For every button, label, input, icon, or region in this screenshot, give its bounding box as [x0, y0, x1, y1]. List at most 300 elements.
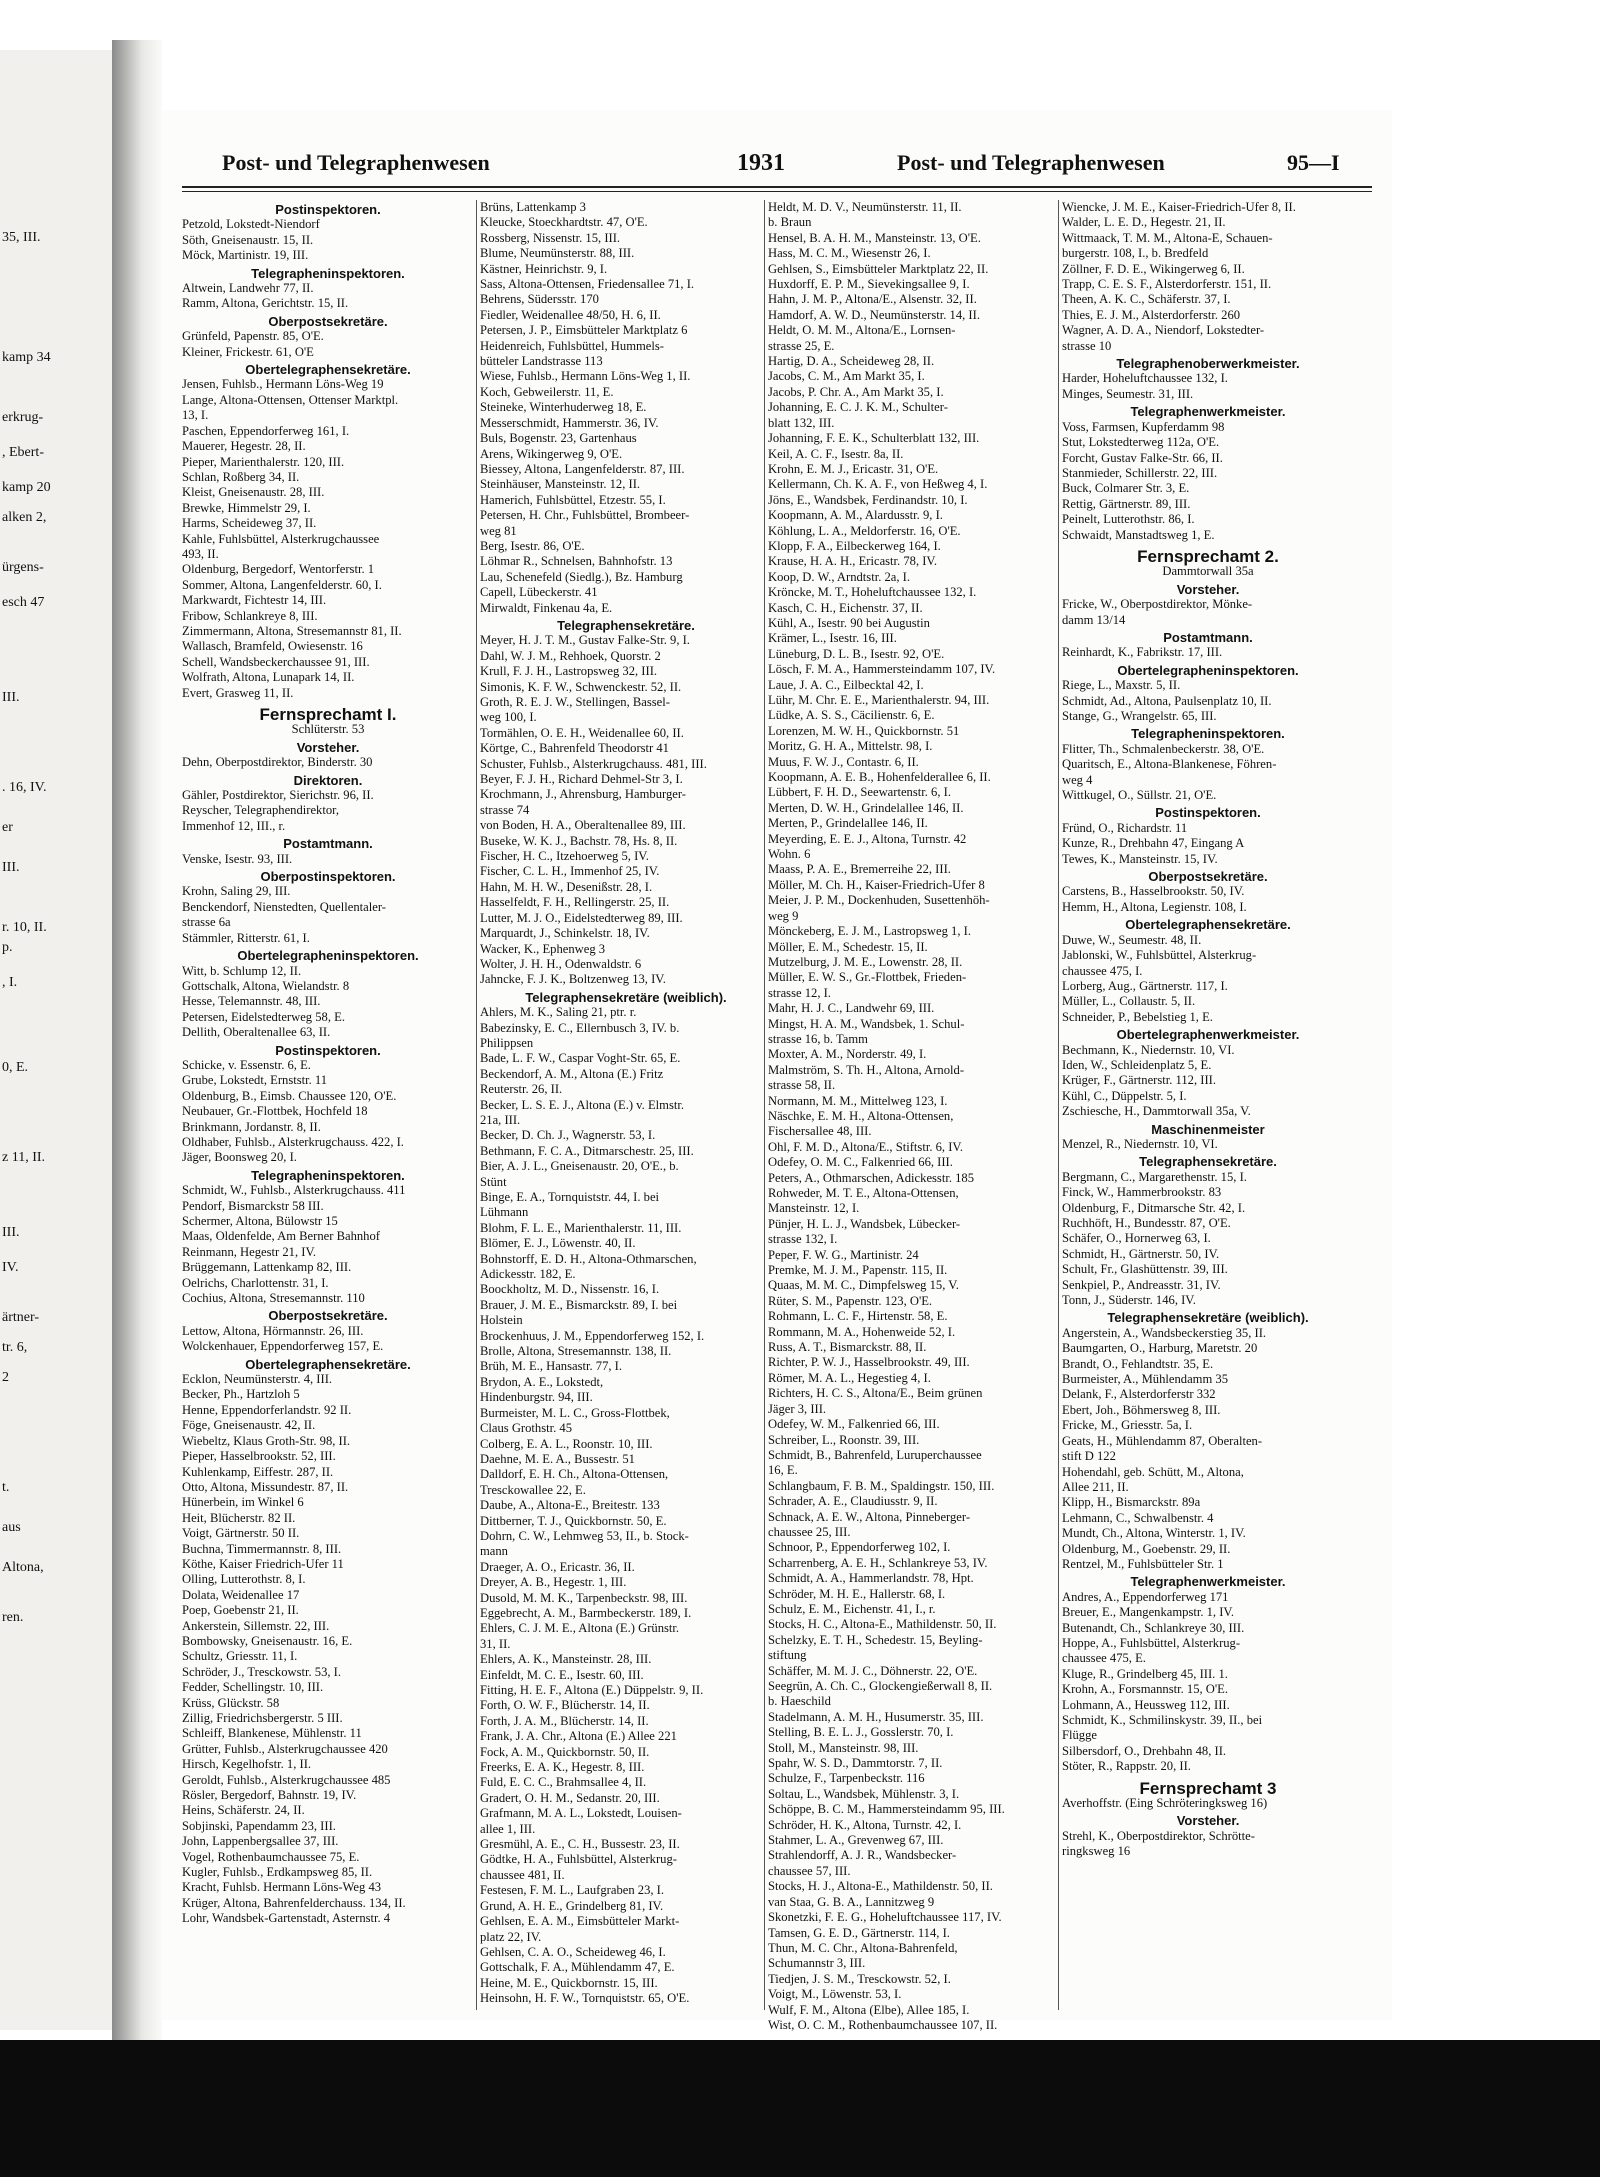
directory-entry: Thun, M. C. Chr., Altona-Bahrenfeld, [768, 1940, 958, 1955]
directory-entry: Schmidt, A. A., Hammerlandstr. 78, Hpt. [768, 1571, 974, 1586]
directory-entry: Stocks, H. C., Altona-E., Mathildenstr. 50, II. [768, 1617, 997, 1632]
directory-entry: weg 100, I. [480, 710, 537, 725]
directory-entry: Lohmann, A., Heussweg 112, III. [1062, 1697, 1230, 1712]
directory-entry: Simonis, K. F. W., Schwenckestr. 52, II. [480, 679, 682, 694]
directory-entry: Bade, L. F. W., Caspar Voght-Str. 65, E. [480, 1051, 681, 1066]
directory-entry: Klipp, H., Bismarckstr. 89a [1062, 1495, 1201, 1510]
directory-entry: Peters, A., Othmarschen, Adickesstr. 185 [768, 1170, 975, 1185]
directory-entry: Mingst, H. A. M., Wandsbek, 1. Schul- [768, 1016, 965, 1031]
directory-entry: Heldt, O. M. M., Altona/E., Lornsen- [768, 323, 956, 338]
directory-entry: John, Lappenbergsallee 37, III. [182, 1834, 339, 1849]
directory-entry: Trapp, C. E. S. F., Alsterdorferstr. 151, II. [1062, 277, 1272, 292]
directory-entry: Voigt, M., Löwenstr. 53, I. [768, 1987, 902, 2002]
directory-entry: strasse 16, b. Tamm [768, 1031, 868, 1046]
directory-entry: Behrens, Südersstr. 170 [480, 292, 599, 307]
directory-entry: Eggebrecht, A. M., Barmbeckerstr. 189, I. [480, 1605, 692, 1620]
directory-entry: Schneider, P., Bebelstieg 1, E. [1062, 1009, 1213, 1024]
directory-entry: Venske, Isestr. 93, III. [182, 851, 293, 866]
column-1 [182, 200, 474, 2020]
directory-entry: Mönckeberg, E. J. M., Lastropsweg 1, I. [768, 924, 971, 939]
directory-entry: Freerks, E. A. K., Hegestr. 8, III. [480, 1760, 645, 1775]
directory-entry: Odefey, W. M., Falkenried 66, III. [768, 1417, 940, 1432]
directory-entry: Schulze, F., Tarpenbeckstr. 116 [768, 1771, 925, 1786]
directory-entry: Grube, Lokstedt, Ernststr. 11 [182, 1073, 328, 1088]
directory-entry: Wallasch, Bramfeld, Owiesenstr. 16 [182, 639, 363, 654]
office-address: Dammtorwall 35a [1162, 564, 1254, 579]
directory-entry: Tresckowallee 22, E. [480, 1482, 586, 1497]
directory-entry: Poep, Goebenstr 21, II. [182, 1603, 299, 1618]
directory-entry: Philippsen [480, 1035, 534, 1050]
section-heading: Postamtmann. [1163, 629, 1253, 645]
directory-entry: Dehn, Oberpostdirektor, Binderstr. 30 [182, 755, 373, 770]
directory-entry: Klopp, F. A., Eilbeckerweg 164, I. [768, 538, 941, 553]
directory-entry: Spahr, W. S. D., Dammtorstr. 7, II. [768, 1756, 943, 1771]
directory-entry: Ankerstein, Sillemstr. 22, III. [182, 1618, 330, 1633]
directory-entry: Stelling, B. E. L. J., Gosslerstr. 70, I. [768, 1725, 954, 1740]
directory-entry: Harms, Scheideweg 37, II. [182, 516, 317, 531]
column-4 [1062, 200, 1354, 2020]
directory-entry: Petersen, Eidelstedterweg 58, E. [182, 1009, 345, 1024]
directory-entry: Schumannstr 3, III. [768, 1956, 866, 1971]
section-heading: Obertelegrapheninspektoren. [1117, 662, 1299, 678]
directory-entry: Silbersdorf, O., Drehbahn 48, II. [1062, 1743, 1227, 1758]
directory-entry: Buseke, W. K. J., Bachstr. 78, Hs. 8, II. [480, 833, 678, 848]
directory-entry: Brüns, Lattenkamp 3 [480, 200, 586, 214]
directory-entry: Köthe, Kaiser Friedrich-Ufer 11 [182, 1556, 344, 1571]
directory-entry: Schell, Wandsbeckerchaussee 91, III. [182, 654, 370, 669]
directory-entry: Tamsen, G. E. D., Gärtnerstr. 114, I. [768, 1925, 950, 1940]
directory-entry: Stadelmann, A. M. H., Husumerstr. 35, III. [768, 1709, 984, 1724]
directory-entry: Soltau, L., Wandsbek, Mühlenstr. 3, I. [768, 1786, 960, 1801]
directory-entry: Merten, P., Grindelallee 146, II. [768, 816, 928, 831]
directory-entry: Brandt, O., Fehlandtstr. 35, E. [1062, 1356, 1214, 1371]
directory-entry: chaussee 25, III. [768, 1524, 851, 1539]
directory-entry: Hass, M. C. M., Wiesenstr 26, I. [768, 246, 931, 261]
directory-entry: Flügge [1062, 1728, 1097, 1743]
directory-entry: Schöppe, B. C. M., Hammersteindamm 95, III. [768, 1802, 1005, 1817]
directory-entry: Rommann, M. A., Hohenweide 52, I. [768, 1324, 956, 1339]
directory-entry: Bechmann, K., Niedernstr. 10, VI. [1062, 1042, 1235, 1057]
directory-entry: Mutzelburg, J. M. E., Lowenstr. 28, II. [768, 954, 963, 969]
directory-entry: Brolle, Altona, Stresemannstr. 138, II. [480, 1344, 672, 1359]
directory-entry: Fischer, H. C., Itzehoerweg 5, IV. [480, 849, 649, 864]
directory-entry: Tewes, K., Mansteinstr. 15, IV. [1062, 851, 1218, 866]
directory-entry: Brockenhuus, J. M., Eppendorferweg 152, I. [480, 1328, 705, 1343]
directory-entry: Kuhlenkamp, Eiffestr. 287, II. [182, 1464, 334, 1479]
directory-entry: Brüggemann, Lattenkamp 82, III. [182, 1260, 352, 1275]
directory-entry: Krohn, A., Forsmannstr. 15, O'E. [1062, 1682, 1228, 1697]
directory-entry: Wulf, F. M., Altona (Elbe), Allee 185, I. [768, 2002, 970, 2017]
directory-entry: Wolfrath, Altona, Lunapark 14, II. [182, 670, 355, 685]
directory-entry: Neubauer, Gr.-Flottbek, Hochfeld 18 [182, 1104, 368, 1119]
directory-entry: Richters, H. C. S., Altona/E., Beim grünen [768, 1386, 983, 1401]
previous-page-fragment: ürgens- [2, 560, 44, 575]
directory-entry: Skonetzki, F. E. G., Hoheluftchaussee 117, IV. [768, 1910, 1002, 1925]
directory-entry: Gottschalk, F. A., Mühlendamm 47, E. [480, 1960, 675, 1975]
previous-page-fragment: r. 10, II. [2, 920, 47, 935]
directory-entry: Krochmann, J., Ahrensburg, Hamburger- [480, 787, 686, 802]
directory-entry: Koch, Gebweilerstr. 11, E. [480, 384, 614, 399]
directory-entry: Otto, Altona, Missundestr. 87, II. [182, 1479, 349, 1494]
directory-entry: chaussee 475, I. [1062, 963, 1143, 978]
directory-entry: Kühl, C., Düppelstr. 5, I. [1062, 1088, 1187, 1103]
directory-entry: Immenhof 12, III., r. [182, 818, 286, 833]
directory-entry: Stocks, H. J., Altona-E., Mathildenstr. 50, II. [768, 1879, 993, 1894]
directory-entry: Daube, A., Altona-E., Breitestr. 133 [480, 1498, 660, 1513]
directory-entry: Capell, Lübeckerstr. 41 [480, 585, 598, 600]
directory-entry: Meyerding, E. E. J., Altona, Turnstr. 42 [768, 831, 967, 846]
directory-entry: Wiese, Fuhlsb., Hermann Löns-Weg 1, II. [480, 369, 691, 384]
directory-entry: Johanning, F. E. K., Schulterblatt 132, III. [768, 431, 980, 446]
directory-entry: Boockholtz, M. D., Nissenstr. 16, I. [480, 1282, 660, 1297]
directory-entry: Wohn. 6 [768, 847, 811, 862]
directory-entry: Heine, M. E., Quickbornstr. 15, III. [480, 1975, 658, 1990]
directory-entry: chaussee 481, II. [480, 1867, 565, 1882]
directory-entry: Pieper, Hasselbrookstr. 52, III. [182, 1449, 336, 1464]
directory-entry: Fricke, M., Griesstr. 5a, I. [1062, 1418, 1193, 1433]
column-3 [768, 200, 1060, 2032]
directory-entry: Krull, F. J. H., Lastropsweg 32, III. [480, 664, 658, 679]
previous-page-fragment: . 16, IV. [2, 780, 47, 795]
directory-entry: Seegrün, A. Ch. C., Glockengießerwall 8, II. [768, 1679, 993, 1693]
directory-entry: Tormählen, O. E. H., Weidenallee 60, II. [480, 725, 684, 740]
previous-page-fragment: 0, E. [2, 1060, 29, 1075]
directory-entry: Lehmann, C., Schwalbenstr. 4 [1062, 1510, 1214, 1525]
directory-entry: Beyer, F. J. H., Richard Dehmel-Str 3, I. [480, 772, 683, 787]
directory-entry: Huxdorff, E. P. M., Sievekingsallee 9, I. [768, 277, 970, 292]
directory-entry: Söth, Gneisenaustr. 15, II. [182, 232, 314, 247]
directory-entry: Buls, Bogenstr. 23, Gartenhaus [480, 431, 637, 446]
directory-entry: Fründ, O., Richardstr. 11 [1062, 820, 1188, 835]
directory-entry: Wagner, A. D. A., Niendorf, Lokstedter- [1062, 323, 1265, 338]
directory-entry: Kunze, R., Drehbahn 47, Eingang A [1062, 836, 1245, 851]
directory-entry: Meier, J. P. M., Dockenhuden, Susettenhöh- [768, 893, 990, 908]
directory-entry: Wittkugel, O., Süllstr. 21, O'E. [1062, 788, 1217, 803]
directory-entry: Kasch, C. H., Eichenstr. 37, II. [768, 600, 923, 615]
directory-entry: Marquardt, J., Schinkelstr. 18, IV. [480, 926, 650, 941]
directory-entry: Zimmermann, Altona, Stresemannstr 81, II. [182, 623, 402, 638]
directory-entry: Peper, F. W. G., Martinistr. 24 [768, 1247, 919, 1262]
directory-entry: Heldt, M. D. V., Neumünsterstr. 11, II. [768, 200, 962, 214]
directory-entry: Steineke, Winterhuderweg 18, E. [480, 400, 647, 415]
directory-entry: Theen, A. K. C., Schäferstr. 37, I. [1062, 292, 1231, 307]
directory-entry: Schröder, M. H. E., Hallerstr. 68, I. [768, 1586, 946, 1601]
directory-entry: bütteler Landstrasse 113 [480, 354, 603, 369]
header-rule [182, 186, 1372, 192]
directory-entry: Dusold, M. M. K., Tarpenbeckstr. 98, III. [480, 1590, 688, 1605]
directory-entry: Altwein, Landwehr 77, II. [182, 281, 314, 296]
directory-entry: Fricke, W., Oberpostdirektor, Mönke- [1062, 597, 1253, 612]
directory-entry: Hünerbein, im Winkel 6 [182, 1495, 304, 1510]
directory-entry: Riege, L., Maxstr. 5, II. [1062, 678, 1181, 693]
directory-entry: Strahlendorff, A. J. R., Wandsbecker- [768, 1848, 957, 1863]
directory-entry: Pieper, Marienthalerstr. 120, III. [182, 454, 345, 469]
directory-entry: Schmidt, W., Fuhlsb., Alsterkrugchauss. 411 [182, 1183, 406, 1198]
directory-entry: Angerstein, A., Wandsbeckerstieg 35, II. [1062, 1325, 1267, 1340]
directory-entry: allee 1, III. [480, 1821, 536, 1836]
directory-entry: Gottschalk, Altona, Wielandstr. 8 [182, 978, 350, 993]
column-2 [480, 200, 772, 2020]
directory-entry: Kleiner, Frickestr. 61, O'E [182, 344, 314, 359]
office-address: Schlüterstr. 53 [291, 722, 365, 737]
directory-entry: Evert, Grasweg 11, II. [182, 685, 294, 700]
directory-entry: Schäffer, M. M. J. C., Döhnerstr. 22, O'E. [768, 1663, 978, 1678]
directory-entry: Hamerich, Fuhlsbüttel, Etzestr. 55, I. [480, 492, 666, 507]
directory-entry: Markwardt, Fichtestr 14, III. [182, 593, 327, 608]
directory-entry: Claus Grothstr. 45 [480, 1421, 573, 1436]
directory-entry: Dellith, Oberaltenallee 63, II. [182, 1025, 331, 1040]
directory-entry: Oldenburg, M., Goebenstr. 29, II. [1062, 1541, 1231, 1556]
directory-entry: Jäger, Boonsweg 20, I. [182, 1150, 297, 1165]
directory-entry: Ohl, F. M. D., Altona/E., Stiftstr. 6, IV. [768, 1139, 964, 1154]
directory-entry: Jablonski, W., Fuhlsbüttel, Alsterkrug- [1062, 948, 1257, 963]
directory-entry: Kugler, Fuhlsb., Erdkampsweg 85, II. [182, 1865, 373, 1880]
directory-entry: Krohn, Saling 29, III. [182, 884, 291, 899]
directory-entry: Daehne, M. E. A., Bussestr. 51 [480, 1451, 635, 1466]
directory-entry: Oldenburg, F., Ditmarsche Str. 42, I. [1062, 1200, 1246, 1215]
directory-entry: Hirsch, Kegelhofstr. 1, II. [182, 1757, 312, 1772]
directory-entry: Lüdke, A. S. S., Cäcilienstr. 6, E. [768, 708, 935, 723]
directory-entry: Jöns, E., Wandsbek, Ferdinandstr. 10, I. [768, 492, 968, 507]
directory-entry: Schnack, A. E. W., Altona, Pinneberger- [768, 1509, 971, 1524]
directory-entry: Fuld, E. C. C., Brahmsallee 4, II. [480, 1775, 647, 1790]
directory-entry: 16, E. [768, 1463, 798, 1478]
directory-entry: Hartig, D. A., Scheideweg 28, II. [768, 354, 935, 369]
directory-entry: Laue, J. A. C., Eilbecktal 42, I. [768, 677, 924, 692]
directory-entry: Groth, R. E. J. W., Stellingen, Bassel- [480, 695, 670, 709]
directory-entry: Johanning, E. C. J. K. M., Schulter- [768, 400, 948, 415]
directory-entry: Hindenburgstr. 94, III. [480, 1390, 593, 1405]
directory-entry: Pendorf, Bismarckstr 58 III. [182, 1198, 324, 1213]
directory-entry: Petersen, J. P., Eimsbütteler Marktplatz 6 [480, 323, 688, 338]
directory-entry: Sobjinski, Papendamm 23, III. [182, 1818, 336, 1833]
directory-entry: weg 9 [768, 908, 799, 923]
directory-entry: Jensen, Fuhlsb., Hermann Löns-Weg 19 [182, 377, 384, 392]
directory-entry: Draeger, A. O., Ericastr. 36, II. [480, 1559, 635, 1574]
directory-entry: Fribow, Schlankreye 8, III. [182, 608, 318, 623]
header-page-number: 95—I [1287, 150, 1340, 175]
directory-entry: Baumgarten, O., Harburg, Maretstr. 20 [1062, 1341, 1258, 1356]
directory-entry: Voigt, Gärtnerstr. 50 II. [182, 1526, 300, 1541]
directory-entry: Forcht, Gustav Falke-Str. 66, II. [1062, 450, 1223, 465]
directory-entry: platz 22, IV. [480, 1929, 542, 1944]
directory-entry: Gradert, O. H. M., Sedanstr. 20, III. [480, 1790, 660, 1805]
directory-entry: Schäfer, O., Hornerweg 63, I. [1062, 1231, 1211, 1246]
directory-entry: Fischer, C. L. H., Immenhof 25, IV. [480, 864, 660, 879]
directory-entry: Dohrn, C. W., Lehmweg 53, II., b. Stock- [480, 1528, 689, 1543]
directory-entry: Berg, Isestr. 86, O'E. [480, 538, 585, 553]
previous-page-fragment: z 11, II. [2, 1150, 46, 1165]
directory-entry: Lorenzen, M. W. H., Quickbornstr. 51 [768, 723, 960, 738]
directory-entry: Dahl, W. J. M., Rehhoek, Quorstr. 2 [480, 648, 661, 663]
directory-entry: Reinmann, Hegestr 21, IV. [182, 1244, 317, 1259]
section-heading: Telegrapheninspektoren. [251, 265, 405, 281]
directory-entry: Jacobs, C. M., Am Markt 35, I. [768, 369, 925, 384]
directory-entry: Schnoor, P., Eppendorferweg 102, I. [768, 1540, 951, 1555]
directory-entry: Brauer, J. M. E., Bismarckstr. 89, I. bei [480, 1297, 678, 1312]
directory-entry: Mundt, Ch., Altona, Winterstr. 1, IV. [1062, 1526, 1246, 1541]
directory-entry: Gresmühl, A. E., C. H., Bussestr. 23, II. [480, 1837, 680, 1852]
directory-entry: Grütter, Fuhlsb., Alsterkrugchaussee 420 [182, 1741, 388, 1756]
directory-entry: Peinelt, Lutterothstr. 86, I. [1062, 512, 1195, 527]
directory-entry: strasse 25, E. [768, 338, 835, 353]
directory-entry: Normann, M. M., Mittelweg 123, I. [768, 1093, 948, 1108]
directory-entry: Voss, Farmsen, Kupferdamm 98 [1062, 419, 1225, 434]
book-spine [112, 40, 162, 2040]
section-heading: Telegraphenoberwerkmeister. [1116, 356, 1300, 372]
previous-page-fragment: III. [2, 690, 20, 705]
directory-entry: Sass, Altona-Ottensen, Friedensallee 71, I. [480, 277, 695, 292]
directory-entry: Grünfeld, Papenstr. 85, O'E. [182, 329, 324, 344]
section-heading: Direktoren. [293, 772, 363, 788]
directory-entry: Lutter, M. J. O., Eidelstedterweg 89, III. [480, 910, 683, 925]
directory-entry: Petersen, H. Chr., Fuhlsbüttel, Brombeer- [480, 508, 690, 523]
directory-entry: Föge, Gneisenaustr. 42, II. [182, 1418, 316, 1433]
directory-entry: Ramm, Altona, Gerichtstr. 15, II. [182, 296, 349, 311]
directory-entry: 493, II. [182, 546, 219, 561]
directory-entry: damm 13/14 [1062, 612, 1126, 627]
directory-entry: Mirwaldt, Finkenau 4a, E. [480, 600, 613, 615]
directory-entry: Heinsohn, H. F. W., Tornquiststr. 65, O'E. [480, 1991, 690, 2006]
directory-entry: Koop, D. W., Arndtstr. 2a, I. [768, 569, 911, 584]
directory-entry: strasse 12, I. [768, 985, 831, 1000]
directory-entry: Adickesstr. 182, E. [480, 1267, 576, 1282]
previous-page-fragment: III. [2, 860, 20, 875]
directory-entry: Schröder, J., Tresckowstr. 53, I. [182, 1664, 342, 1679]
directory-entry: blatt 132, III. [768, 415, 835, 430]
directory-entry: 13, I. [182, 408, 209, 423]
directory-entry: Schelzky, E. T. H., Schedestr. 15, Beyling- [768, 1632, 983, 1647]
directory-entry: strasse 10 [1062, 338, 1112, 353]
directory-entry: Schlangbaum, F. B. M., Spaldingstr. 150, III. [768, 1478, 995, 1493]
directory-entry: Festesen, F. M. L., Laufgraben 23, I. [480, 1883, 665, 1898]
previous-page-fragment: esch 47 [2, 595, 45, 610]
directory-entry: Schicke, v. Essenstr. 6, E. [182, 1057, 311, 1072]
directory-entry: Schlan, Roßberg 34, II. [182, 469, 300, 484]
directory-entry: Kästner, Heinrichstr. 9, I. [480, 261, 608, 276]
directory-entry: Einfeldt, M. C. E., Isestr. 60, III. [480, 1667, 644, 1682]
directory-entry: Rüter, S. M., Papenstr. 123, O'E. [768, 1293, 933, 1308]
directory-entry: Grund, A. H. E., Grindelberg 81, IV. [480, 1898, 664, 1913]
directory-entry: Schmidt, Ad., Altona, Paulsenplatz 10, II. [1062, 693, 1272, 708]
section-heading: Obertelegraphensekretäre. [245, 1356, 411, 1372]
previous-page-fragment: ren. [2, 1610, 24, 1625]
directory-entry: Lösch, F. M. A., Hammersteindamm 107, IV. [768, 662, 996, 677]
scan-border [0, 2040, 1600, 2177]
column-divider [476, 200, 477, 2010]
directory-entry: Stahmer, L. A., Grevenweg 67, III. [768, 1833, 944, 1848]
directory-entry: Witt, b. Schlump 12, II. [182, 963, 302, 978]
office-heading: Fernsprechamt 2. [1137, 546, 1279, 566]
section-heading: Obertelegraphenwerkmeister. [1116, 1027, 1300, 1043]
directory-entry: Zschiesche, H., Dammtorwall 35a, V. [1062, 1104, 1251, 1119]
directory-entry: Ahlers, M. K., Saling 21, ptr. r. [480, 1005, 637, 1020]
directory-entry: Gehlsen, C. A. O., Scheideweg 46, I. [480, 1944, 666, 1959]
directory-entry: Körtge, C., Bahrenfeld Theodorstr 41 [480, 741, 669, 756]
directory-entry: Keil, A. C. F., Isestr. 8a, II. [768, 446, 904, 461]
section-heading: Telegrapheninspektoren. [1131, 726, 1285, 742]
directory-entry: Lorberg, Aug., Gärtnerstr. 117, I. [1062, 978, 1228, 993]
column-divider [764, 200, 765, 2010]
directory-entry: van Staa, G. B. A., Lannitzweg 9 [768, 1894, 935, 1909]
directory-entry: Stut, Lokstedterweg 112a, O'E. [1062, 435, 1220, 450]
directory-entry: ringksweg 16 [1062, 1844, 1131, 1859]
directory-entry: Rösler, Bergedorf, Bahnstr. 19, IV. [182, 1788, 357, 1803]
directory-entry: Wiebeltz, Klaus Groth-Str. 98, II. [182, 1433, 351, 1448]
directory-entry: Dreyer, A. B., Hegestr. 1, III. [480, 1575, 627, 1590]
directory-entry: weg 81 [480, 523, 517, 538]
directory-entry: Stämmler, Ritterstr. 61, I. [182, 930, 310, 945]
directory-entry: Steinhäuser, Mansteinstr. 12, II. [480, 477, 641, 492]
directory-entry: b. Braun [768, 215, 812, 230]
section-heading: Postinspektoren. [1155, 805, 1261, 821]
section-heading: Oberpostsekretäre. [268, 313, 388, 329]
directory-entry: Meyer, H. J. T. M., Gustav Falke-Str. 9, I. [480, 633, 690, 648]
previous-page-fragment: er [2, 820, 13, 835]
directory-entry: mann [480, 1544, 508, 1559]
directory-entry: Ebert, Joh., Böhmersweg 8, III. [1062, 1402, 1221, 1417]
directory-entry: Reuterstr. 26, II. [480, 1082, 563, 1097]
directory-entry: Becker, D. Ch. J., Wagnerstr. 53, I. [480, 1128, 656, 1143]
directory-entry: Fedder, Schellingstr. 10, III. [182, 1680, 324, 1695]
directory-entry: Schröder, H. K., Altona, Turnstr. 42, I. [768, 1817, 962, 1832]
directory-entry: Schrader, A. E., Claudiusstr. 9, II. [768, 1494, 938, 1509]
directory-entry: Ehlers, A. K., Mansteinstr. 28, III. [480, 1652, 652, 1667]
previous-page-fragment: , I. [2, 975, 18, 990]
directory-entry: Ecklon, Neumünsterstr. 4, III. [182, 1372, 333, 1387]
section-heading: Obertelegrapheninspektoren. [237, 948, 419, 964]
directory-entry: Fiedler, Weidenallee 48/50, H. 6, II. [480, 307, 661, 322]
directory-entry: Forth, J. A. M., Blücherstr. 14, II. [480, 1713, 649, 1728]
directory-entry: Hoppe, A., Fuhlsbüttel, Alsterkrug- [1062, 1635, 1241, 1650]
previous-page-fragment: t. [2, 1480, 10, 1495]
directory-entry: Colberg, E. A. L., Roonstr. 10, III. [480, 1436, 653, 1451]
directory-entry: Arens, Wikingerweg 9, O'E. [480, 446, 623, 461]
directory-entry: Hensel, B. A. H. M., Mansteinstr. 13, O'E. [768, 230, 981, 245]
directory-entry: Dolata, Weidenallee 17 [182, 1587, 300, 1602]
section-heading: Oberpostsekretäre. [1148, 869, 1268, 885]
directory-entry: Krause, H. A. H., Ericastr. 78, IV. [768, 554, 938, 569]
directory-entry: Kröncke, M. T., Hoheluftchaussee 132, I. [768, 585, 977, 600]
directory-entry: Schreiber, L., Roonstr. 39, III. [768, 1432, 920, 1447]
directory-entry: Römer, M. A. L., Hegestieg 4, I. [768, 1370, 931, 1385]
section-heading: Telegrapheninspektoren. [251, 1167, 405, 1183]
section-heading: Telegraphensekretäre. [1139, 1154, 1277, 1170]
previous-page-fragment: III. [2, 1225, 20, 1240]
directory-entry: Buck, Colmarer Str. 3, E. [1062, 481, 1190, 496]
directory-entry: Lohr, Wandsbek-Gartenstadt, Asternstr. 4 [182, 1911, 391, 1926]
header-year: 1931 [737, 150, 785, 176]
page-header [162, 150, 1392, 190]
directory-entry: Kleucke, Stoeckhardtstr. 47, O'E. [480, 215, 648, 230]
directory-entry: Hemm, H., Altona, Legienstr. 108, I. [1062, 899, 1247, 914]
directory-entry: b. Haeschild [768, 1694, 831, 1709]
previous-page-fragment: ärtner- [2, 1310, 40, 1325]
directory-entry: Maas, Oldenfelde, Am Berner Bahnhof [182, 1229, 380, 1244]
directory-entry: Quaritsch, E., Altona-Blankenese, Föhren- [1062, 757, 1277, 772]
directory-entry: Dittberner, T. J., Quickbornstr. 50, E. [480, 1513, 667, 1528]
office-heading: Fernsprechamt 3 [1139, 1778, 1277, 1798]
directory-entry: Hahn, J. M. P., Altona/E., Alsenstr. 32, II. [768, 292, 977, 307]
section-heading: Maschinenmeister [1151, 1121, 1265, 1137]
directory-entry: Kluge, R., Grindelberg 45, III. 1. [1062, 1666, 1228, 1681]
directory-entry: Jacobs, P. Chr. A., Am Markt 35, I. [768, 384, 944, 399]
previous-page-fragment: erkrug- [2, 410, 44, 425]
directory-entry: Heit, Blücherstr. 82 II. [182, 1510, 296, 1525]
directory-entry: Zillig, Friedrichsbergerstr. 5 III. [182, 1711, 343, 1725]
directory-entry: Hesse, Telemannstr. 48, III. [182, 994, 321, 1009]
previous-page-fragment: kamp 20 [2, 480, 51, 495]
